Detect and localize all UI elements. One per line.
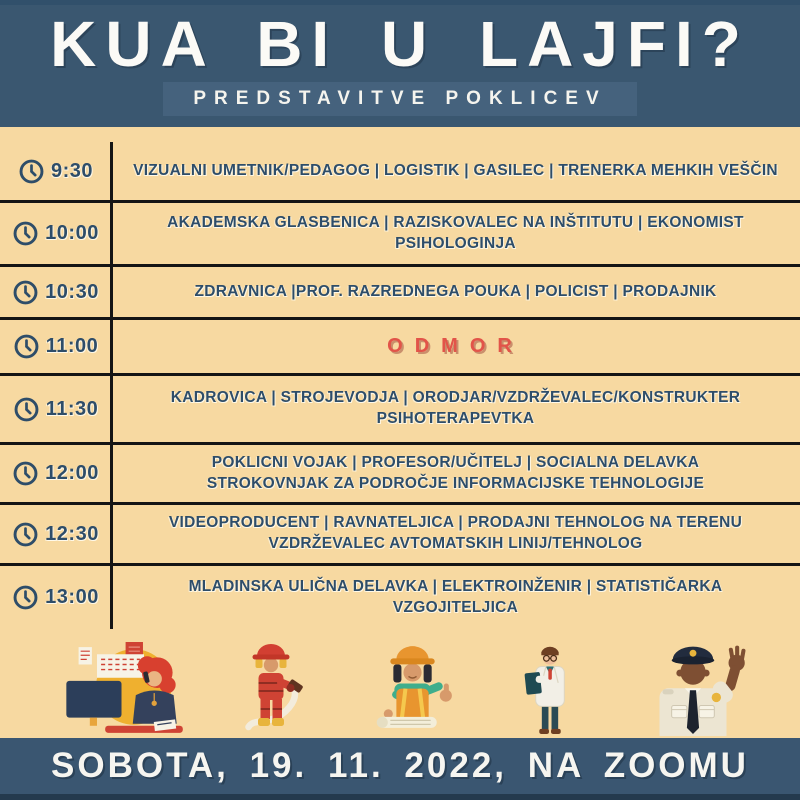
time-cell	[0, 445, 111, 502]
firefighter-illustration	[222, 640, 318, 736]
time-label: 11:30	[45, 397, 99, 420]
jobs-cell	[111, 203, 800, 264]
poster-footer	[0, 738, 800, 800]
jobs-line: POKLICNI VOJAK | PROFESOR/UČITELJ | SOCIALNA DELAVKA	[211, 453, 700, 471]
schedule-row-1130	[0, 376, 800, 445]
jobs-line: VIZUALNI UMETNIK/PEDAGOG | LOGISTIK | GASILEC | TRENERKA MEHKIH VEŠČIN	[133, 161, 778, 179]
jobs-line: VZDRŽEVALEC AVTOMATSKIH LINIJ/TEHNOLOG	[268, 535, 643, 552]
clock-icon	[18, 158, 45, 185]
subtitle-badge	[163, 82, 636, 116]
time-cell	[0, 203, 111, 264]
time-cell	[0, 505, 111, 563]
time-label: 13:00	[45, 586, 99, 608]
time-label: 9:30	[50, 159, 94, 182]
event-date-text: SOBOTA, 19. 11. 2022, NA ZOOMU	[51, 746, 749, 785]
construction-worker-illustration	[352, 642, 468, 736]
jobs-line: VZGOJITELJICA	[392, 598, 519, 616]
profession-illustrations	[0, 642, 800, 738]
time-label: 12:30	[45, 522, 99, 545]
jobs-line: AKADEMSKA GLASBENICA | RAZISKOVALEC NA INŠTITUTU | EKONOMIST	[167, 213, 744, 231]
police-officer-illustration	[628, 642, 760, 736]
jobs-line: VIDEOPRODUCENT | RAVNATELJICA | PRODAJNI TEHNOLOG NA TERENU	[168, 514, 743, 532]
jobs-cell	[111, 267, 800, 317]
clock-icon	[12, 220, 39, 247]
schedule-row-930	[0, 142, 800, 203]
doctor-illustration	[514, 642, 586, 736]
time-label: 12:00	[45, 462, 99, 484]
poster-subtitle: PREDSTAVITVE POKLICEV	[193, 88, 607, 109]
jobs-cell	[111, 142, 800, 200]
time-cell	[0, 566, 111, 629]
schedule-row-1030	[0, 267, 800, 320]
time-label: 10:00	[45, 222, 99, 244]
schedule-row-1230	[0, 505, 800, 566]
clock-icon	[13, 333, 40, 360]
clock-icon	[12, 584, 39, 611]
jobs-line: KADROVICA | STROJEVODJA | ORODJAR/VZDRŽEVALEC/KONSTRUKTER	[170, 389, 741, 407]
time-label: 10:30	[45, 280, 99, 303]
break-label: ODMOR	[387, 335, 524, 357]
schedule-row-1000	[0, 203, 800, 267]
jobs-line: MLADINSKA ULIČNA DELAVKA | ELEKTROINŽENIR | STATISTIČARKA	[188, 577, 723, 595]
jobs-cell	[111, 505, 800, 563]
time-cell	[0, 320, 111, 373]
poster-header	[0, 0, 800, 127]
break-cell	[111, 320, 800, 373]
jobs-line: ZDRAVNICA |PROF. RAZREDNEGA POUKA | POLICIST | PRODAJNIK	[194, 282, 717, 300]
time-label: 11:00	[45, 335, 99, 357]
jobs-cell	[111, 566, 800, 629]
time-column-divider	[110, 142, 113, 629]
time-cell	[0, 267, 111, 317]
jobs-line: PSIHOLOGINJA	[395, 234, 516, 252]
clock-icon	[12, 521, 39, 548]
poster-title: KUA BI U LAJFI?	[50, 8, 750, 80]
jobs-line: STROKOVNJAK ZA PODROČJE INFORMACIJSKE TEHNOLOGIJE	[206, 474, 705, 492]
time-cell	[0, 376, 111, 442]
jobs-cell	[111, 445, 800, 502]
clock-icon	[13, 396, 40, 423]
schedule-row-1300	[0, 566, 800, 629]
time-cell	[0, 142, 111, 200]
schedule-row-1200	[0, 445, 800, 505]
office-worker-illustration	[52, 642, 190, 736]
schedule-row-1100-break	[0, 320, 800, 376]
jobs-line: PSIHOTERAPEVTKA	[376, 410, 535, 427]
jobs-cell	[111, 376, 800, 442]
schedule-table	[0, 142, 800, 629]
clock-icon	[12, 279, 39, 306]
clock-icon	[12, 460, 39, 487]
